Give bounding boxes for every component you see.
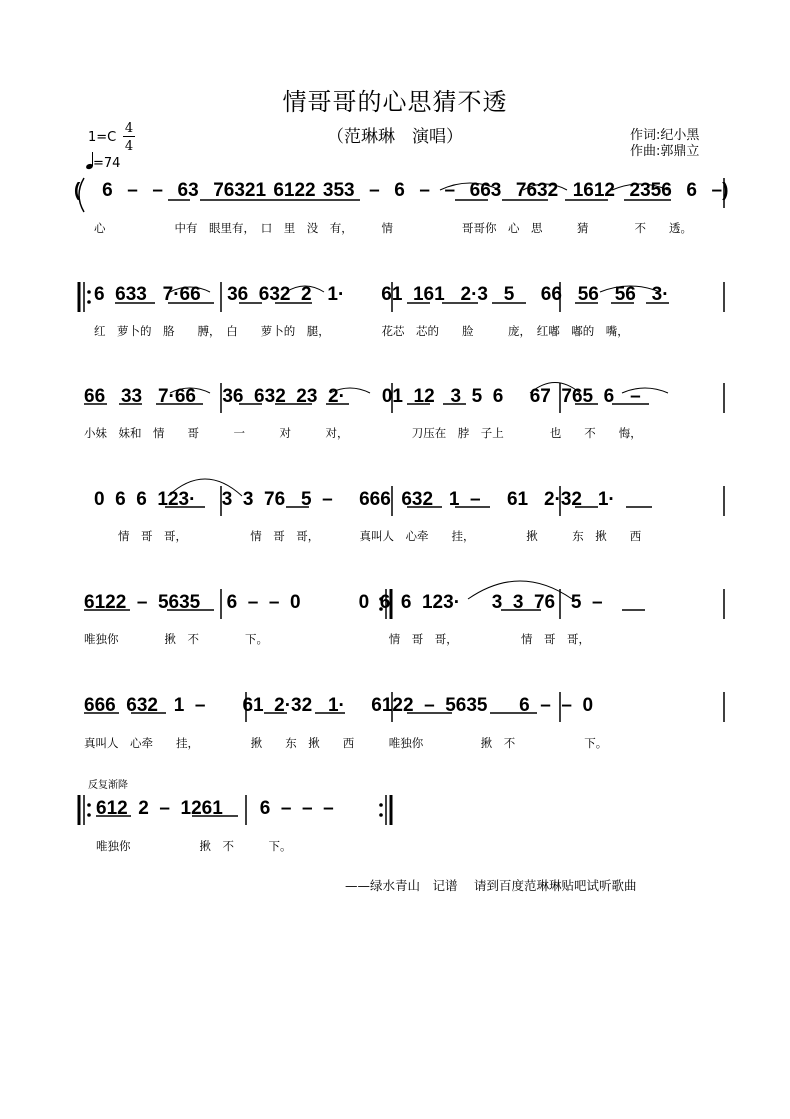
system-7-lyrics: 唯独你 揪 不 下。 [96, 839, 292, 853]
system-1-lyrics: 心 中有 眼里有， 口 里 没 有， 情 哥哥你 心 思 猜 不 透。 [94, 221, 692, 235]
system-4-lyrics: 情 哥 哥， 情 哥 哥， 真叫人 心牵 挂， 揪 东 揪 西 [118, 529, 642, 543]
system-7-notes: 612 2 – 1261 6 – – – [96, 798, 334, 819]
performer-subtitle: （范琳琳 演唱） [327, 127, 463, 147]
system-3-notes: 66 33 7·66 36 632 23 2· 01 12 3 5 6 67 765 6 – [84, 386, 641, 407]
composer-credit: 作曲:郭鼎立 [630, 144, 700, 159]
tempo-value: =74 [93, 156, 121, 171]
song-title: 情哥哥的心思猜不透 [282, 88, 508, 116]
system-3-lyrics: 小妹 妹和 情 哥 一 对 对， 刀压在 脖 子上 也 不 悔， [84, 426, 642, 440]
key-signature: 1=C [88, 130, 117, 145]
system-2-notes: 6 633 7·66 36 632 2 1· 61 161 2·3 5 66 56 56 3· [94, 284, 669, 305]
system-1-notes: ( 6 – – 63 76321 6122 353 – 6 – – 663 7632 1612 2356 6 –) [74, 180, 729, 201]
system-5-lyrics: 唯独你 揪 不 下。 情 哥 哥， 情 哥 哥， [84, 632, 590, 646]
lyricist-credit: 作词:纪小黑 [630, 128, 700, 143]
system-4-notes: 0 6 6 123· 3 3 76 5 – 666 632 1 – 61 2·32 1· [94, 489, 615, 510]
system-2-lyrics: 红 萝卜的 胳 膊， 白 萝卜的 腿， 花芯 芯的 脸 庞， 红嘟 嘟的 嘴， [94, 324, 629, 338]
repeat-note: 反复渐降 [88, 780, 128, 791]
time-signature-top: 4 [124, 121, 134, 136]
time-signature-bottom: 4 [124, 139, 134, 154]
system-6-notes: 666 632 1 – 61 2·32 1· 6122 – 5635 6 – – 0 [84, 695, 594, 716]
footer-credit: ——绿水青山 记谱 请到百度范琳琳贴吧试听歌曲 [345, 878, 637, 893]
system-5-notes: 6122 – 5635 6 – – 0 0 6 6 123· 3 3 76 5 – [84, 592, 603, 613]
system-6-lyrics: 真叫人 心牵 挂， 揪 东 揪 西 唯独你 揪 不 下。 [84, 736, 608, 750]
